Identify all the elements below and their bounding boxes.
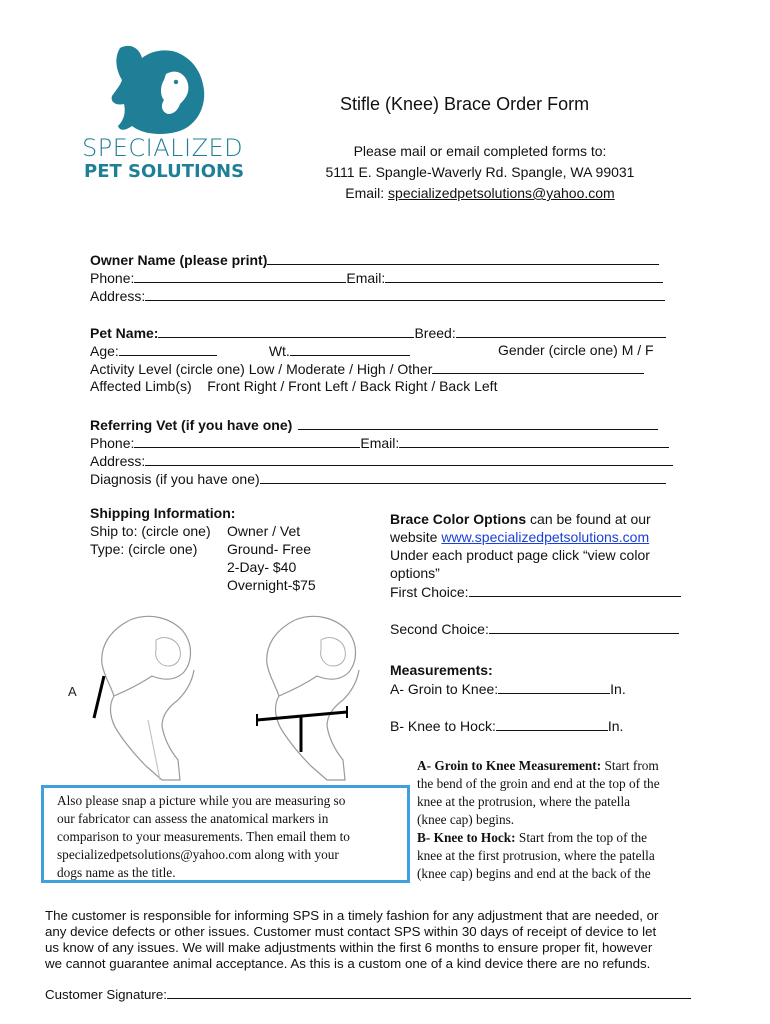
pet-age-label: Age: [90,343,119,359]
company-logo [80,40,250,190]
vet-phone-field[interactable] [134,433,360,448]
vet-title-row [90,415,658,434]
owner-name-row [90,250,659,269]
measurement-instructions [417,757,707,883]
measure-b-desc-3: (knee cap) begins and end at the back of the [417,866,651,881]
email-line [300,183,660,204]
vet-address-label: Address: [90,453,146,469]
brace-color-title: Brace Color Options [390,511,527,527]
measure-b-desc-1: Start from the top of the [515,830,648,845]
ship-type-2day[interactable]: 2-Day- $40 [227,559,297,575]
vet-email-field[interactable] [399,433,669,448]
ship-type-ground[interactable]: Ground- Free [227,541,312,557]
ship-type-label: Type: (circle one) [90,541,198,557]
note-line: specializedpetsolutions@yahoo.com along with your [57,847,339,862]
brace-color-text-2: website [390,529,442,545]
measurements-section [390,661,626,698]
pet-gender-label: Gender (circle one) M / F [498,342,654,358]
measure-b-label: B- Knee to Hock: [390,718,496,734]
terms-line: any device defects or other issues. Customer must contact SPS within 30 days of receipt of device to let [45,924,657,939]
vet-diagnosis-label: Diagnosis (if you have one) [90,471,260,487]
owner-address-field[interactable] [145,286,665,301]
vet-title: Referring Vet (if you have one) [90,417,293,433]
measure-b-desc-2: knee at the first protrusion, where the patella [417,848,655,863]
ship-to-options[interactable]: Owner / Vet [227,523,301,539]
measure-a-desc-4: (knee cap) begins. [417,812,515,827]
measure-a-unit: In. [610,681,626,697]
measure-b-unit: In. [607,718,624,734]
note-line: comparison to your measurements. Then email them to [57,829,350,844]
owner-email-label: Email: [346,270,386,286]
measure-b-heading: B- Knee to Hock: [417,830,516,845]
pet-name-row [90,323,666,342]
signature-label: Customer Signature: [45,987,167,1002]
pet-activity-row [90,359,644,378]
brace-color-section [390,510,690,601]
signature-row [45,986,691,1002]
logo-line-2: PET SOLUTIONS [84,161,245,182]
measure-a-desc-1: Start from [601,758,659,773]
owner-phone-row [90,268,663,287]
terms-line: we cannot guarantee animal acceptance. As this is a custom one of a kind device there are no refunds. [45,956,651,971]
second-choice-label: Second Choice: [390,621,489,637]
measure-a-desc-3: knee at the protrusion, where the patella [417,794,631,809]
pet-limbs-label: Affected Limb(s) Front Right / Front Left / Back Right / Back Left [90,378,498,394]
owner-phone-label: Phone: [90,270,135,286]
owner-phone-field[interactable] [134,268,346,283]
vet-phone-row [90,433,669,452]
first-choice-label: First Choice: [390,584,469,600]
measure-a-marker: A [68,684,77,699]
brace-color-text-3: Under each product page click “view color [390,547,650,563]
owner-address-row [90,286,665,305]
pet-activity-label: Activity Level (circle one) Low / Moderate / High / Other [90,361,433,377]
ship-type-overnight[interactable]: Overnight-$75 [227,577,316,593]
leg-illustration-b [235,610,385,790]
note-line: Also please snap a picture while you are measuring so [57,793,346,808]
pet-name-field[interactable] [158,323,414,338]
vet-diagnosis-row [90,469,666,488]
brace-color-text-4: options” [390,565,440,581]
measure-a-label: A- Groin to Knee: [390,681,499,697]
vet-phone-label: Phone: [90,435,135,451]
photo-note-box [41,785,410,883]
signature-field[interactable] [167,986,691,999]
logo-line-1: SPECIALIZED [82,134,244,162]
owner-name-field[interactable] [267,250,659,265]
pet-weight-label: Wt. [268,343,290,359]
mailing-address: 5111 E. Spangle-Waverly Rd. Spangle, WA 99031 [325,164,635,180]
shipping-title: Shipping Information: [90,505,236,521]
owner-email-field[interactable] [385,268,663,283]
website-link[interactable]: www.specializedpetsolutions.com [441,529,650,545]
vet-address-field[interactable] [145,451,673,466]
measure-a-heading: A- Groin to Knee Measurement: [417,758,602,773]
measure-a-field[interactable] [498,679,610,694]
brace-color-text-1: can be found at our [526,511,651,527]
second-choice-row [390,619,679,637]
vet-email-label: Email: [360,435,400,451]
note-line: our fabricator can assess the anatomical markers in [57,811,329,826]
measure-b-row [390,716,623,734]
leg-illustration-a [70,610,220,790]
measure-a-desc-2: the bend of the groin and end at the top of the [417,776,660,791]
measure-b-field[interactable] [496,716,608,731]
terms-line: us know of any issues. We will make adjustments within the first 6 months to ensure proper fit, however [45,940,653,955]
pet-breed-label: Breed: [414,325,456,341]
pet-breed-field[interactable] [456,323,666,338]
vet-address-row [90,451,673,470]
terms-paragraph [45,908,658,972]
second-choice-field[interactable] [489,619,679,634]
header-address-block [300,141,660,204]
mail-instruction: Please mail or email completed forms to: [353,143,607,159]
pet-age-row [90,341,680,360]
first-choice-field[interactable] [469,582,681,597]
pet-activity-other-field[interactable] [432,359,644,374]
terms-line: The customer is responsible for informing SPS in a timely fashion for any adjustment that are needed, or [45,908,659,923]
vet-name-field[interactable] [298,415,658,430]
pet-name-label: Pet Name: [90,325,159,341]
email-label: Email: [345,185,389,201]
note-line: dogs name as the title. [57,865,176,880]
pet-age-field[interactable] [119,341,217,356]
pet-limbs-row [90,377,497,395]
pet-weight-field[interactable] [290,341,410,356]
measurements-title: Measurements: [390,662,493,678]
owner-name-label: Owner Name (please print) [90,252,268,268]
page-title: Stifle (Knee) Brace Order Form [340,94,590,114]
ship-to-label: Ship to: (circle one) [90,523,211,539]
owner-address-label: Address: [90,288,146,304]
dog-head-logo-icon [80,40,250,140]
vet-diagnosis-field[interactable] [260,469,666,484]
shipping-section [90,504,316,594]
contact-email-link[interactable]: specializedpetsolutions@yahoo.com [388,185,615,201]
